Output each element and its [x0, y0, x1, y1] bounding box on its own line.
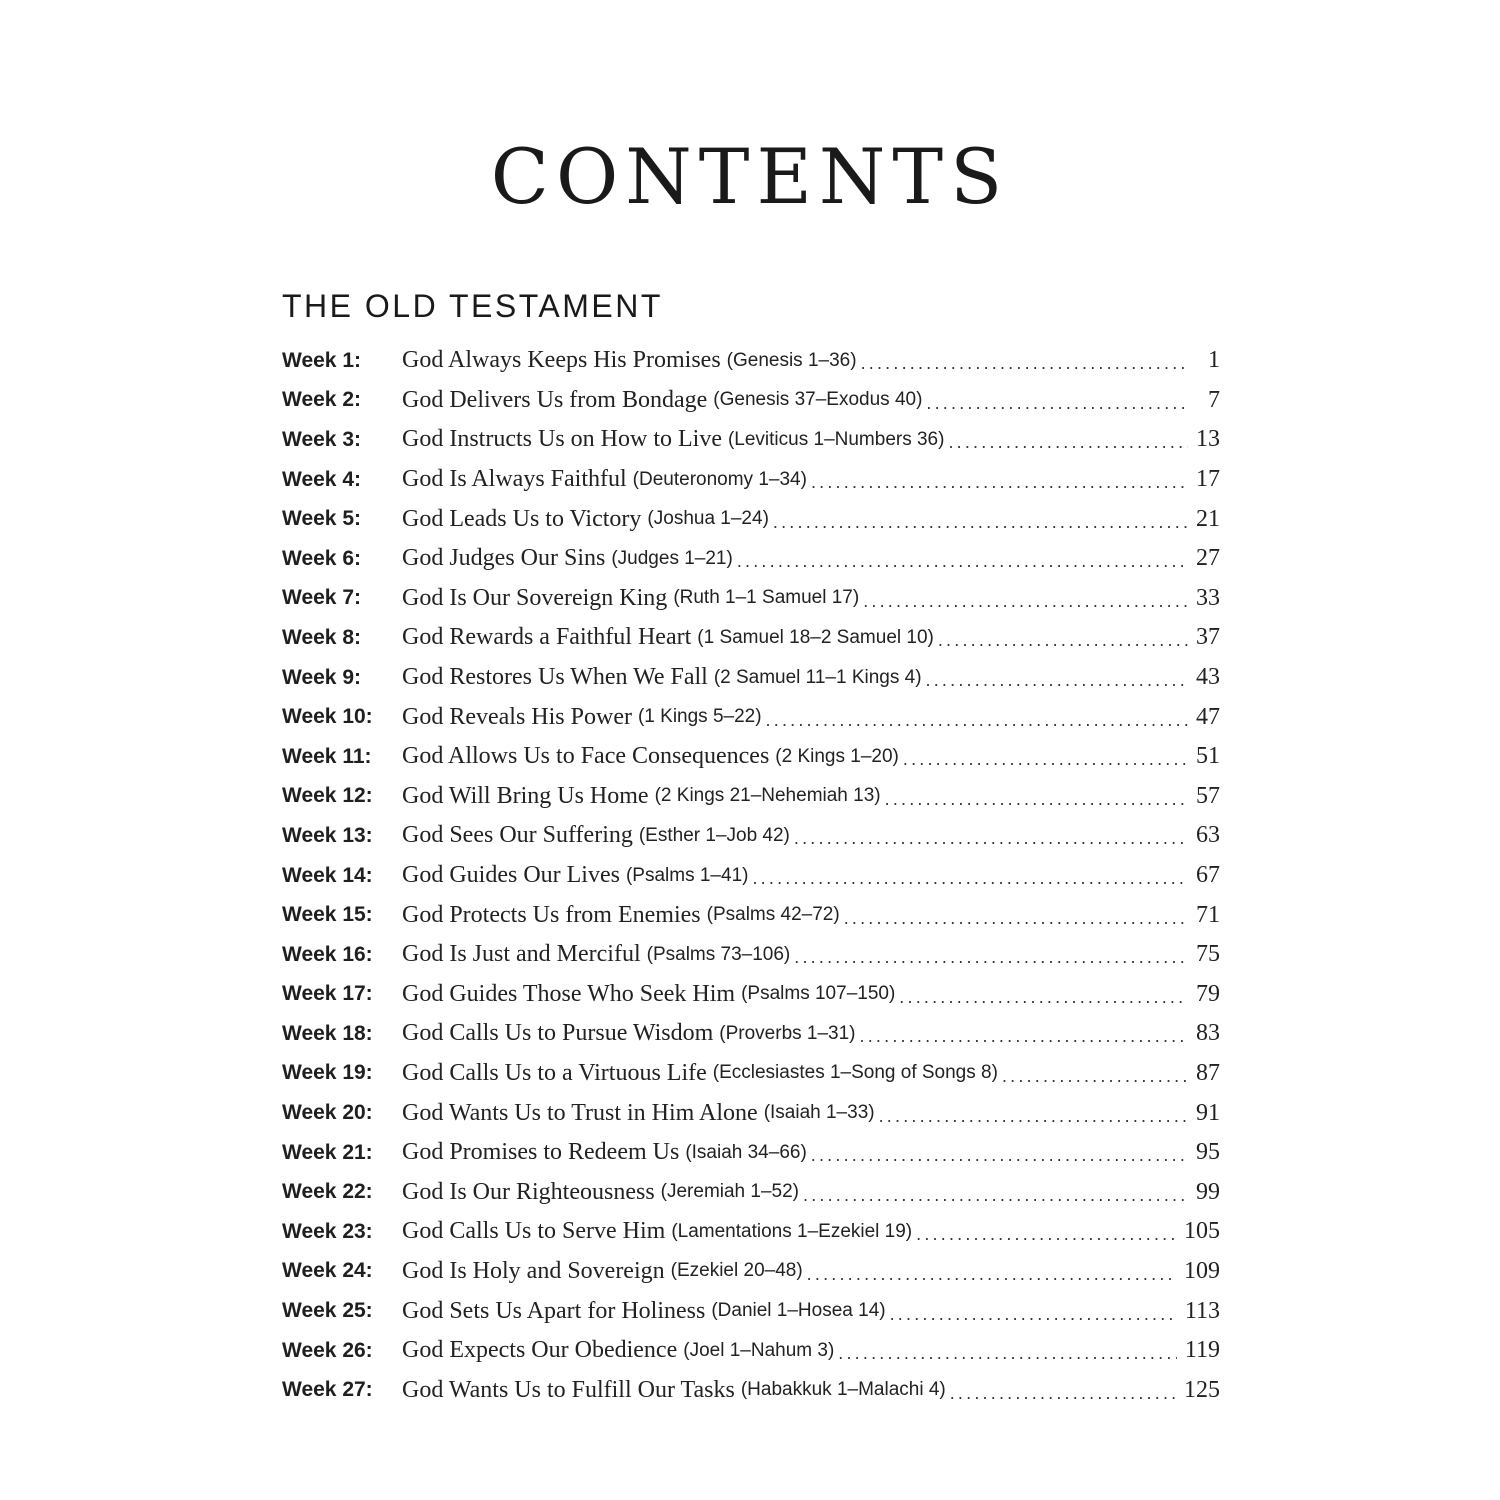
toc-entry[interactable]: [282, 381, 1220, 421]
toc-entry[interactable]: [282, 737, 1220, 777]
week-label: Week 27:: [282, 1378, 373, 1402]
dot-leader: [950, 1383, 1176, 1404]
week-label: Week 26:: [282, 1338, 373, 1362]
scripture-reference: (Jeremiah 1–52): [660, 1181, 799, 1203]
week-label: Week 23:: [282, 1219, 373, 1243]
dot-leader: [899, 987, 1188, 1008]
dot-leader: [737, 551, 1188, 572]
entry-title: God Rewards a Faithful Heart: [402, 624, 692, 651]
toc-entry[interactable]: [282, 777, 1220, 817]
week-label: Week 2:: [282, 388, 361, 412]
dot-leader: [766, 710, 1188, 731]
toc-entry[interactable]: [282, 1212, 1220, 1252]
dot-leader: [860, 1026, 1188, 1047]
scripture-reference: (Esther 1–Job 42): [638, 824, 790, 846]
entry-title: God Promises to Redeem Us: [402, 1139, 680, 1166]
toc-entry[interactable]: [282, 658, 1220, 698]
dot-leader: [863, 591, 1188, 612]
week-label: Week 24:: [282, 1259, 373, 1283]
dot-leader: [926, 670, 1188, 691]
scripture-reference: (Judges 1–21): [611, 547, 733, 569]
week-label: Week 9:: [282, 665, 361, 689]
entry-title: God Is Our Righteousness: [402, 1178, 655, 1205]
toc-entry[interactable]: [282, 1133, 1220, 1173]
page-number: 7: [1208, 386, 1220, 413]
week-label: Week 17:: [282, 982, 373, 1006]
page-number: 67: [1196, 862, 1220, 889]
week-label: Week 19:: [282, 1061, 373, 1085]
scripture-reference: (Joel 1–Nahum 3): [683, 1339, 835, 1361]
dot-leader: [1002, 1066, 1188, 1087]
week-label: Week 22:: [282, 1180, 373, 1204]
toc-entry[interactable]: [282, 1054, 1220, 1094]
page-number: 83: [1196, 1020, 1220, 1047]
dot-leader: [916, 1224, 1176, 1245]
week-label: Week 25:: [282, 1299, 373, 1323]
week-label: Week 5:: [282, 507, 361, 531]
scripture-reference: (Ezekiel 20–48): [670, 1260, 803, 1282]
section-heading: THE OLD TESTAMENT: [282, 288, 663, 324]
dot-leader: [938, 630, 1188, 651]
page-number: 87: [1196, 1059, 1220, 1086]
entry-title: God Is Just and Merciful: [402, 941, 641, 968]
page-number: 27: [1196, 545, 1220, 572]
toc-entry[interactable]: [282, 1291, 1220, 1331]
entry-title: God Delivers Us from Bondage: [402, 386, 708, 413]
entry-title: God Reveals His Power: [402, 703, 632, 730]
page-number: 105: [1184, 1218, 1220, 1245]
entry-title: God Is Our Sovereign King: [402, 584, 668, 611]
week-label: Week 13:: [282, 823, 373, 847]
dot-leader: [752, 868, 1188, 889]
dot-leader: [885, 789, 1188, 810]
week-label: Week 6:: [282, 546, 361, 570]
week-label: Week 21:: [282, 1140, 373, 1164]
scripture-reference: (2 Kings 21–Nehemiah 13): [654, 785, 881, 807]
page-number: 1: [1208, 347, 1220, 374]
dot-leader: [948, 432, 1188, 453]
dot-leader: [773, 512, 1188, 533]
scripture-reference: (Proverbs 1–31): [719, 1022, 856, 1044]
entry-title: God Calls Us to a Virtuous Life: [402, 1059, 707, 1086]
entry-title: God Will Bring Us Home: [402, 782, 649, 809]
page-number: 119: [1184, 1337, 1220, 1364]
entry-title: God Allows Us to Face Consequences: [402, 743, 770, 770]
scripture-reference: (Daniel 1–Hosea 14): [711, 1300, 886, 1322]
entry-title: God Leads Us to Victory: [402, 505, 642, 532]
toc-entry[interactable]: [282, 1014, 1220, 1054]
page-number: 51: [1196, 743, 1220, 770]
week-label: Week 10:: [282, 705, 373, 729]
page-number: 21: [1196, 505, 1220, 532]
scripture-reference: (Leviticus 1–Numbers 36): [727, 428, 945, 450]
dot-leader: [794, 828, 1188, 849]
week-label: Week 1:: [282, 348, 361, 372]
week-label: Week 8:: [282, 625, 361, 649]
toc-entry[interactable]: [282, 420, 1220, 460]
entry-title: God Instructs Us on How to Live: [402, 426, 722, 453]
toc-entry[interactable]: [282, 460, 1220, 500]
page-number: 13: [1196, 426, 1220, 453]
scripture-reference: (1 Samuel 18–2 Samuel 10): [697, 626, 934, 648]
dot-leader: [879, 1106, 1188, 1127]
page-number: 33: [1196, 584, 1220, 611]
dot-leader: [811, 1145, 1188, 1166]
toc-entry[interactable]: [282, 1093, 1220, 1133]
week-label: Week 18:: [282, 1021, 373, 1045]
toc-entry[interactable]: [282, 341, 1220, 381]
page-number: 63: [1196, 822, 1220, 849]
scripture-reference: (Lamentations 1–Ezekiel 19): [671, 1220, 913, 1242]
entry-title: God Guides Our Lives: [402, 862, 620, 889]
toc-entry[interactable]: [282, 539, 1220, 579]
scripture-reference: (Psalms 107–150): [741, 983, 896, 1005]
toc-entry[interactable]: [282, 579, 1220, 619]
table-of-contents: [282, 341, 1220, 1410]
entry-title: God Restores Us When We Fall: [402, 664, 708, 691]
dot-leader: [807, 1264, 1176, 1285]
page-number: 17: [1196, 466, 1220, 493]
toc-entry[interactable]: [282, 1172, 1220, 1212]
toc-entry[interactable]: [282, 499, 1220, 539]
page-number: 79: [1196, 980, 1220, 1007]
entry-title: God Judges Our Sins: [402, 545, 606, 572]
week-label: Week 16:: [282, 942, 373, 966]
week-label: Week 12:: [282, 784, 373, 808]
scripture-reference: (Genesis 37–Exodus 40): [713, 389, 923, 411]
scripture-reference: (Psalms 42–72): [706, 904, 840, 926]
toc-entry[interactable]: [282, 856, 1220, 896]
scripture-reference: (Deuteronomy 1–34): [632, 468, 807, 490]
dot-leader: [811, 472, 1188, 493]
page-number: 71: [1196, 901, 1220, 928]
page-number: 125: [1184, 1376, 1220, 1403]
entry-title: God Guides Those Who Seek Him: [402, 980, 736, 1007]
entry-title: God Expects Our Obedience: [402, 1337, 678, 1364]
page-number: 99: [1196, 1178, 1220, 1205]
scripture-reference: (2 Samuel 11–1 Kings 4): [713, 666, 922, 688]
dot-leader: [890, 1304, 1177, 1325]
scripture-reference: (2 Kings 1–20): [775, 745, 899, 767]
dot-leader: [838, 1343, 1177, 1364]
toc-entry[interactable]: [282, 935, 1220, 975]
entry-title: God Is Always Faithful: [402, 466, 627, 493]
entry-title: God Sees Our Suffering: [402, 822, 633, 849]
week-label: Week 11:: [282, 744, 372, 768]
week-label: Week 3:: [282, 427, 361, 451]
scripture-reference: (Psalms 73–106): [646, 943, 791, 965]
toc-entry[interactable]: [282, 1331, 1220, 1371]
scripture-reference: (Habakkuk 1–Malachi 4): [740, 1379, 946, 1401]
entry-title: God Protects Us from Enemies: [402, 901, 701, 928]
entry-title: God Calls Us to Serve Him: [402, 1218, 666, 1245]
dot-leader: [844, 908, 1188, 929]
page-number: 57: [1196, 782, 1220, 809]
dot-leader: [794, 947, 1188, 968]
dot-leader: [926, 393, 1188, 414]
entry-title: God Always Keeps His Promises: [402, 347, 721, 374]
week-label: Week 7:: [282, 586, 361, 610]
toc-entry[interactable]: [282, 697, 1220, 737]
week-label: Week 20:: [282, 1101, 373, 1125]
scripture-reference: (Isaiah 1–33): [763, 1102, 875, 1124]
scripture-reference: (Ecclesiastes 1–Song of Songs 8): [712, 1062, 998, 1084]
page-number: 47: [1196, 703, 1220, 730]
entry-title: God Calls Us to Pursue Wisdom: [402, 1020, 714, 1047]
page-number: 109: [1184, 1257, 1220, 1284]
week-label: Week 15:: [282, 903, 373, 927]
scripture-reference: (Isaiah 34–66): [685, 1141, 807, 1163]
entry-title: God Wants Us to Fulfill Our Tasks: [402, 1376, 735, 1403]
week-label: Week 14:: [282, 863, 373, 887]
toc-entry[interactable]: [282, 816, 1220, 856]
toc-entry[interactable]: [282, 1370, 1220, 1410]
toc-entry[interactable]: [282, 1252, 1220, 1292]
entry-title: God Sets Us Apart for Holiness: [402, 1297, 706, 1324]
toc-entry[interactable]: [282, 895, 1220, 935]
scripture-reference: (Psalms 1–41): [625, 864, 749, 886]
entry-title: God Wants Us to Trust in Him Alone: [402, 1099, 758, 1126]
toc-entry[interactable]: [282, 618, 1220, 658]
scripture-reference: (1 Kings 5–22): [637, 706, 762, 728]
entry-title: God Is Holy and Sovereign: [402, 1257, 665, 1284]
page-number: 75: [1196, 941, 1220, 968]
page-title: CONTENTS: [490, 132, 1010, 221]
scripture-reference: (Joshua 1–24): [647, 508, 769, 530]
page-number: 37: [1196, 624, 1220, 651]
scripture-reference: (Ruth 1–1 Samuel 17): [673, 587, 860, 609]
page-number: 91: [1196, 1099, 1220, 1126]
dot-leader: [861, 353, 1188, 374]
dot-leader: [903, 749, 1188, 770]
toc-entry[interactable]: [282, 975, 1220, 1015]
page-number: 113: [1184, 1297, 1220, 1324]
dot-leader: [803, 1185, 1188, 1206]
page-number: 43: [1196, 664, 1220, 691]
week-label: Week 4:: [282, 467, 361, 491]
page-number: 95: [1196, 1139, 1220, 1166]
scripture-reference: (Genesis 1–36): [726, 349, 857, 371]
